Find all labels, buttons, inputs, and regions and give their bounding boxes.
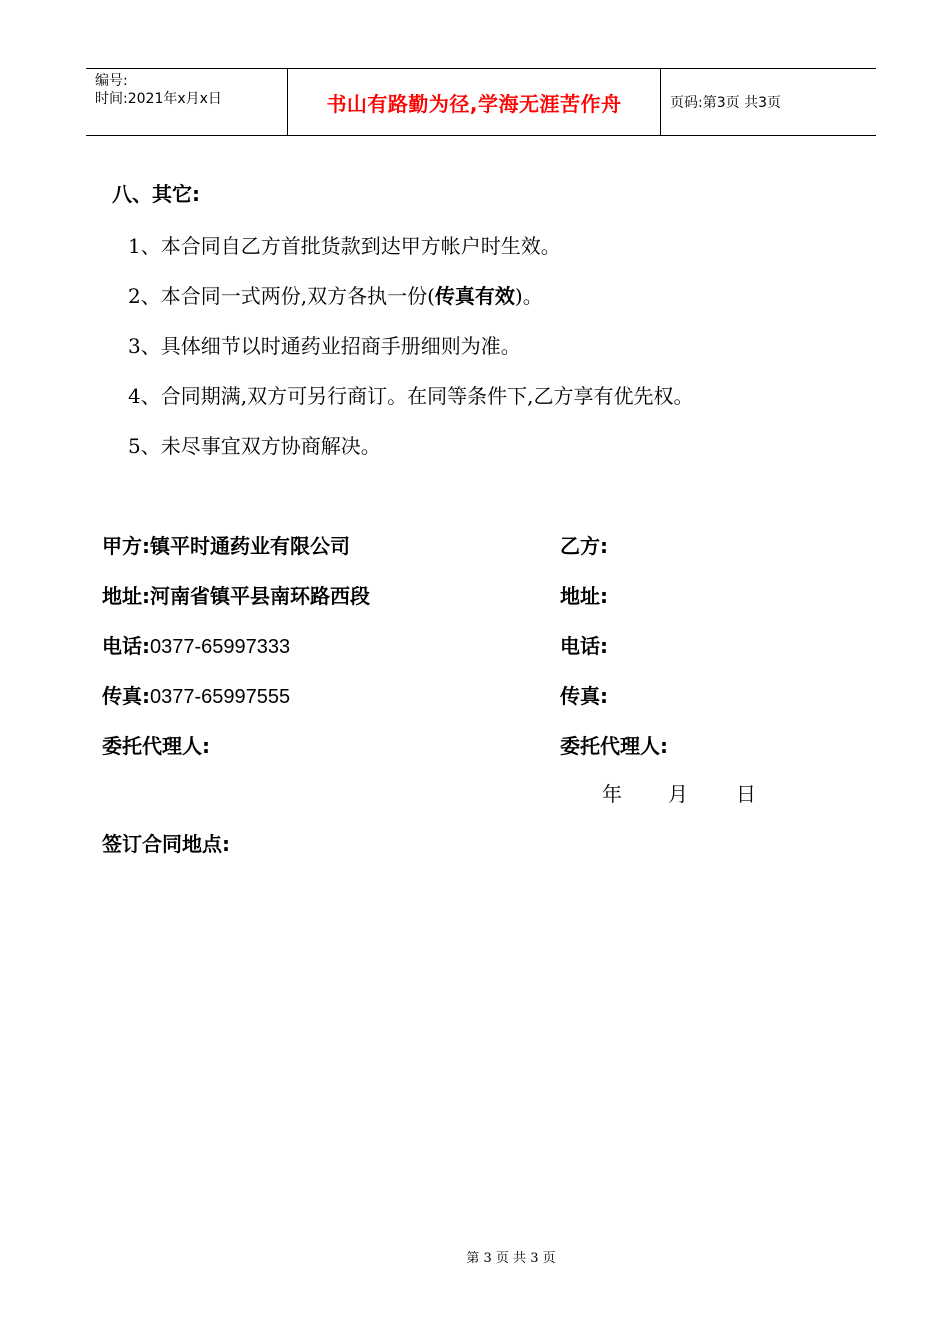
clause-text: 合同期满,双方可另行商订。在同等条件下,乙方享有优先权。 [160,384,694,408]
party-a-phone-value: 0377-65997333 [150,636,291,658]
clause-number: 2、 [128,284,161,308]
party-b-fax-label: 传真: [560,684,608,708]
party-a-address-label: 地址: [102,584,150,608]
date-year-label: 年 [602,782,622,806]
party-a-name-label: 甲方: [102,534,150,558]
party-a-phone-label: 电话: [102,634,150,658]
clause-2 [128,280,543,309]
party-a-fax-row [102,680,290,709]
section-title: 八、其它: [112,182,200,206]
party-b-phone-row [560,630,608,659]
clause-text: 本合同一式两份,双方各执一份( [160,284,435,308]
date-day-label: 日 [736,782,756,806]
signing-place-label: 签订合同地点: [102,832,230,856]
party-b-address-row [560,580,608,609]
party-a-address-row [102,580,370,609]
signing-place-row [102,828,230,857]
page-header [86,68,876,136]
clause-5 [128,430,381,459]
party-a-fax-label: 传真: [102,684,150,708]
clause-number: 3、 [128,334,161,358]
header-motto: 书山有路勤为径,学海无涯苦作舟 [326,91,622,116]
clause-number: 5、 [128,434,161,458]
page-footer: 第 3 页 共 3 页 [466,1251,556,1266]
clause-number: 1、 [128,234,161,258]
header-meta-cell [86,69,288,135]
party-b-name-row [560,530,608,559]
clause-text-end: )。 [514,284,543,308]
party-a-fax-value: 0377-65997555 [150,686,291,708]
clause-text: 具体细节以时通药业招商手册细则为准。 [160,334,521,358]
party-a-agent-label: 委托代理人: [102,734,210,758]
header-motto-cell [288,69,661,135]
party-a-phone-row [102,630,290,659]
party-a-address-value: 河南省镇平县南环路西段 [150,584,370,608]
date-month-label: 月 [668,782,688,806]
document-number-label: 编号: [95,73,128,89]
signature-date-line [602,778,756,807]
party-a-name-row [102,530,350,559]
party-b-address-label: 地址: [560,584,608,608]
clause-4 [128,380,693,409]
clause-text: 未尽事宜双方协商解决。 [160,434,381,458]
clause-bold-text: 传真有效 [434,284,515,308]
party-a-agent-row [102,730,210,759]
clause-text: 本合同自乙方首批货款到达甲方帐户时生效。 [160,234,561,258]
document-time: 时间:2021年x月x日 [95,91,222,107]
header-page-info: 页码:第3页 共3页 [670,95,781,111]
clause-1 [128,230,561,259]
party-b-agent-label: 委托代理人: [560,734,668,758]
party-a-name-value: 镇平时通药业有限公司 [150,534,350,558]
party-b-phone-label: 电话: [560,634,608,658]
party-b-agent-row [560,730,668,759]
clause-3 [128,330,521,359]
clause-number: 4、 [128,384,161,408]
header-page-cell [661,69,876,135]
party-b-name-label: 乙方: [560,534,608,558]
party-b-fax-row [560,680,608,709]
